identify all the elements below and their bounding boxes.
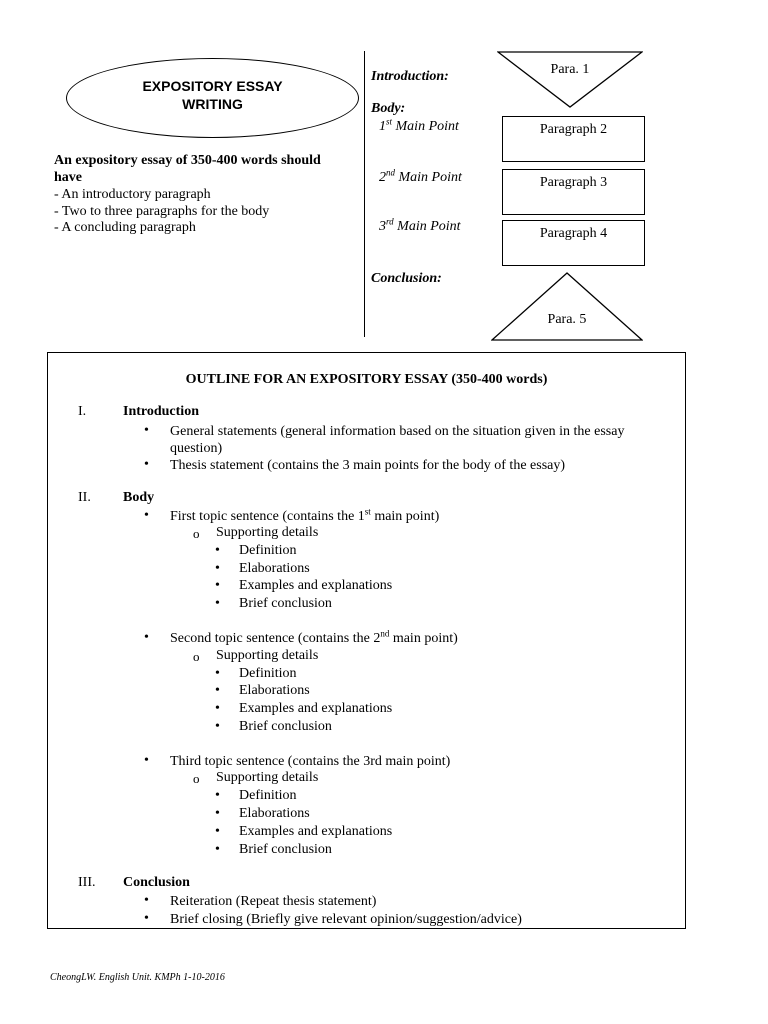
bullet: • xyxy=(144,911,149,926)
supporting-details-label: Supporting details xyxy=(216,648,319,663)
bullet: • xyxy=(144,423,149,438)
paragraph-4-label: Paragraph 4 xyxy=(539,226,608,241)
triangle-shape xyxy=(491,272,643,342)
bullet: • xyxy=(215,788,220,803)
para-5-label: Para. 5 xyxy=(547,312,587,327)
para-1-label: Para. 1 xyxy=(550,62,590,77)
vertical-divider xyxy=(364,51,365,337)
bullet: • xyxy=(144,753,149,768)
bullet: • xyxy=(215,683,220,698)
sub-marker: o xyxy=(193,649,200,664)
inverted-triangle-shape xyxy=(497,51,643,109)
topic-sentence: Third topic sentence (contains the 3rd main point) xyxy=(170,754,451,769)
bullet: • xyxy=(215,596,220,611)
list-item: Reiteration (Repeat thesis statement) xyxy=(170,894,377,909)
section-numeral: I. xyxy=(78,404,87,419)
intro-item: - A concluding paragraph xyxy=(54,220,196,235)
list-item: Brief closing (Briefly give relevant opinion/suggestion/advice) xyxy=(170,912,522,927)
title-line-1: EXPOSITORY ESSAY xyxy=(142,78,283,94)
detail-item: Definition xyxy=(239,666,297,681)
detail-item: Elaborations xyxy=(239,683,310,698)
bullet: • xyxy=(144,630,149,645)
section-heading-conclusion: Conclusion xyxy=(123,875,190,890)
supporting-details-label: Supporting details xyxy=(216,770,319,785)
paragraph-3-label: Paragraph 3 xyxy=(539,175,608,190)
body-label: Body: xyxy=(371,101,406,116)
bullet: • xyxy=(215,701,220,716)
topic-sentence: Second topic sentence (contains the 2nd main point) xyxy=(170,628,458,646)
detail-item: Examples and explanations xyxy=(239,578,393,593)
main-point-2: 2nd Main Point xyxy=(379,167,462,185)
section-heading-introduction: Introduction xyxy=(123,404,199,419)
bullet: • xyxy=(144,508,149,523)
section-numeral: II. xyxy=(78,490,91,505)
intro-item: - An introductory paragraph xyxy=(54,187,211,202)
detail-item: Elaborations xyxy=(239,806,310,821)
introduction-label: Introduction: xyxy=(371,69,449,84)
sub-marker: o xyxy=(193,526,200,541)
paragraph-2-label: Paragraph 2 xyxy=(539,122,608,137)
bullet: • xyxy=(144,893,149,908)
list-item: General statements (general information based on the situation given in the essay question) xyxy=(170,424,625,456)
bullet: • xyxy=(215,543,220,558)
detail-item: Brief conclusion xyxy=(239,842,332,857)
bullet: • xyxy=(215,824,220,839)
outline-title: OUTLINE FOR AN EXPOSITORY ESSAY (350-400 words) xyxy=(185,372,548,387)
detail-item: Definition xyxy=(239,543,297,558)
bullet: • xyxy=(215,666,220,681)
bullet: • xyxy=(215,719,220,734)
bullet: • xyxy=(215,842,220,857)
topic-sentence: First topic sentence (contains the 1st main point) xyxy=(170,506,440,524)
bullet: • xyxy=(144,457,149,472)
detail-item: Brief conclusion xyxy=(239,596,332,611)
conclusion-label: Conclusion: xyxy=(371,271,442,286)
section-numeral: III. xyxy=(78,875,96,890)
detail-item: Examples and explanations xyxy=(239,701,393,716)
title-line-2: WRITING xyxy=(182,96,243,112)
main-point-3: 3rd Main Point xyxy=(379,216,461,234)
main-point-1: 1st Main Point xyxy=(379,116,459,134)
bullet: • xyxy=(215,806,220,821)
intro-heading-line-2: have xyxy=(54,170,82,185)
detail-item: Elaborations xyxy=(239,561,310,576)
footer-credit: CheongLW. English Unit. KMPh 1-10-2016 xyxy=(50,972,225,983)
detail-item: Brief conclusion xyxy=(239,719,332,734)
detail-item: Examples and explanations xyxy=(239,824,393,839)
section-heading-body: Body xyxy=(123,490,155,505)
list-item: Thesis statement (contains the 3 main points for the body of the essay) xyxy=(170,458,566,473)
bullet: • xyxy=(215,561,220,576)
supporting-details-label: Supporting details xyxy=(216,525,319,540)
sub-marker: o xyxy=(193,771,200,786)
intro-heading-line-1: An expository essay of 350-400 words should xyxy=(54,153,321,168)
bullet: • xyxy=(215,578,220,593)
detail-item: Definition xyxy=(239,788,297,803)
intro-item: - Two to three paragraphs for the body xyxy=(54,204,270,219)
